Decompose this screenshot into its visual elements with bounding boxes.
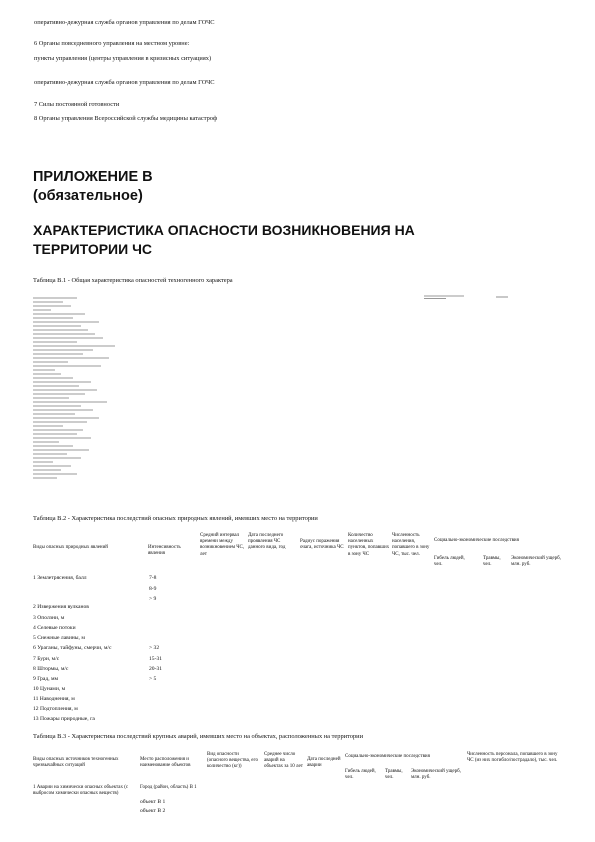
table-b3-caption: Таблица В.3 - Характеристика последствий крупных аварий, имевших место на объектах, расположенных на территории bbox=[33, 733, 363, 740]
column-header: Радиус поражения очага, источника ЧС bbox=[300, 539, 344, 551]
table-b1-caption: Таблица В.1 - Общая характеристика опасностей техногенного характера bbox=[33, 277, 233, 284]
table-cell: 8-9 bbox=[149, 586, 157, 592]
column-header: Виды опасных природных явлений bbox=[33, 545, 108, 550]
table-row: 10 Цунами, м bbox=[33, 686, 66, 692]
table-row: 12 Подтопления, м bbox=[33, 706, 78, 712]
table-row: 7 Бури, м/с bbox=[33, 656, 60, 662]
appendix-title: ПРИЛОЖЕНИЕ В bbox=[33, 169, 153, 185]
table-cell: объект В 1 bbox=[140, 799, 166, 805]
column-group-header: Социально-экономические последствия bbox=[345, 754, 430, 759]
table-cell: > 9 bbox=[149, 596, 157, 602]
table-cell: > 5 bbox=[149, 676, 157, 682]
column-header: Вид опасности (опасного вещества, его количество (кг)) bbox=[207, 752, 258, 770]
list-item: 8 Органы управления Всероссийской службы медицины катастроф bbox=[34, 115, 218, 122]
list-item: 7 Силы постоянной готовности bbox=[34, 101, 120, 108]
column-header: Дата последней аварии bbox=[307, 757, 341, 769]
section-heading-line2: ТЕРРИТОРИИ ЧС bbox=[33, 241, 153, 257]
table-row: 11 Наводнения, м bbox=[33, 696, 75, 702]
table-cell: 15-31 bbox=[149, 656, 163, 662]
table-b1-body bbox=[33, 296, 128, 486]
column-header: Количество населенных пунктов, попавших в зону ЧС bbox=[348, 533, 390, 557]
column-header: Дата последнего проявления ЧС данного вида, год bbox=[248, 533, 286, 551]
column-header: Средний интервал времени между возникновением ЧС, лет bbox=[200, 533, 245, 557]
column-header: Виды опасных источников техногенных чрезвычайных ситуаций bbox=[33, 757, 119, 769]
table-row: 4 Селевые потоки bbox=[33, 625, 76, 631]
column-header: Гибель людей, чел. bbox=[345, 769, 376, 781]
table-cell: 7-8 bbox=[149, 575, 157, 581]
column-header: Травмы, чел. bbox=[385, 769, 403, 781]
column-header: Гибель людей, чел. bbox=[434, 556, 465, 568]
table-cell: объект В 2 bbox=[140, 808, 166, 814]
table-cell: > 32 bbox=[149, 645, 160, 651]
column-header: Место расположения и наименование объектов bbox=[140, 757, 191, 769]
table-cell: 20-31 bbox=[149, 666, 163, 672]
table-row: 9 Град, мм bbox=[33, 676, 59, 682]
table-row: 1 Аварии на химически опасных объектах (с выбросом химически опасных веществ) bbox=[33, 785, 129, 797]
table-cell: Город (район, область) В 1 bbox=[140, 785, 197, 790]
column-header: Экономический ущерб, млн. руб. bbox=[511, 556, 561, 568]
table-row: 6 Ураганы, тайфуны, смерчи, м/с bbox=[33, 645, 112, 651]
list-item: оперативно-дежурная служба органов управления по делам ГОЧС bbox=[34, 79, 215, 86]
column-header: Экономический ущерб, млн. руб. bbox=[411, 769, 461, 781]
column-header: Численность персонала, попавшего в зону ЧС (из них погибло/пострадало), тыс. чел. bbox=[467, 752, 558, 764]
table-row: 2 Извержения вулканов bbox=[33, 604, 89, 610]
table-row: 3 Оползни, м bbox=[33, 615, 65, 621]
table-b2-caption: Таблица В.2 - Характеристика последствий опасных природных явлений, имевших место на территории bbox=[33, 515, 318, 522]
table-b1-faint-text bbox=[33, 296, 128, 486]
table-row: 5 Снежные лавины, м bbox=[33, 635, 85, 641]
table-row: 8 Штормы, м/с bbox=[33, 666, 69, 672]
table-row: 1 Землетрясения, балл bbox=[33, 575, 87, 581]
table-row: 13 Пожары природные, га bbox=[33, 716, 95, 722]
table-b1-header-faint bbox=[424, 294, 514, 300]
list-item: оперативно-дежурная служба органов управления по делам ГОЧС bbox=[34, 19, 215, 26]
column-header: Травмы, чел. bbox=[483, 556, 501, 568]
column-header: Среднее число аварий на объектах за 10 лет bbox=[264, 752, 303, 770]
column-header: Интенсивность явления bbox=[148, 545, 181, 557]
column-header: Численность населения, попавшего в зону ЧС, тыс. чел. bbox=[392, 533, 430, 557]
column-group-header: Социально-экономические последствия bbox=[434, 538, 519, 543]
list-item: пункты управления (центры управления в кризисных ситуациях) bbox=[34, 55, 212, 62]
section-heading-line1: ХАРАКТЕРИСТИКА ОПАСНОСТИ ВОЗНИКНОВЕНИЯ НА bbox=[33, 222, 415, 238]
appendix-subtitle: (обязательное) bbox=[33, 188, 143, 204]
list-item: 6 Органы повседневного управления на местном уровне: bbox=[34, 40, 190, 47]
